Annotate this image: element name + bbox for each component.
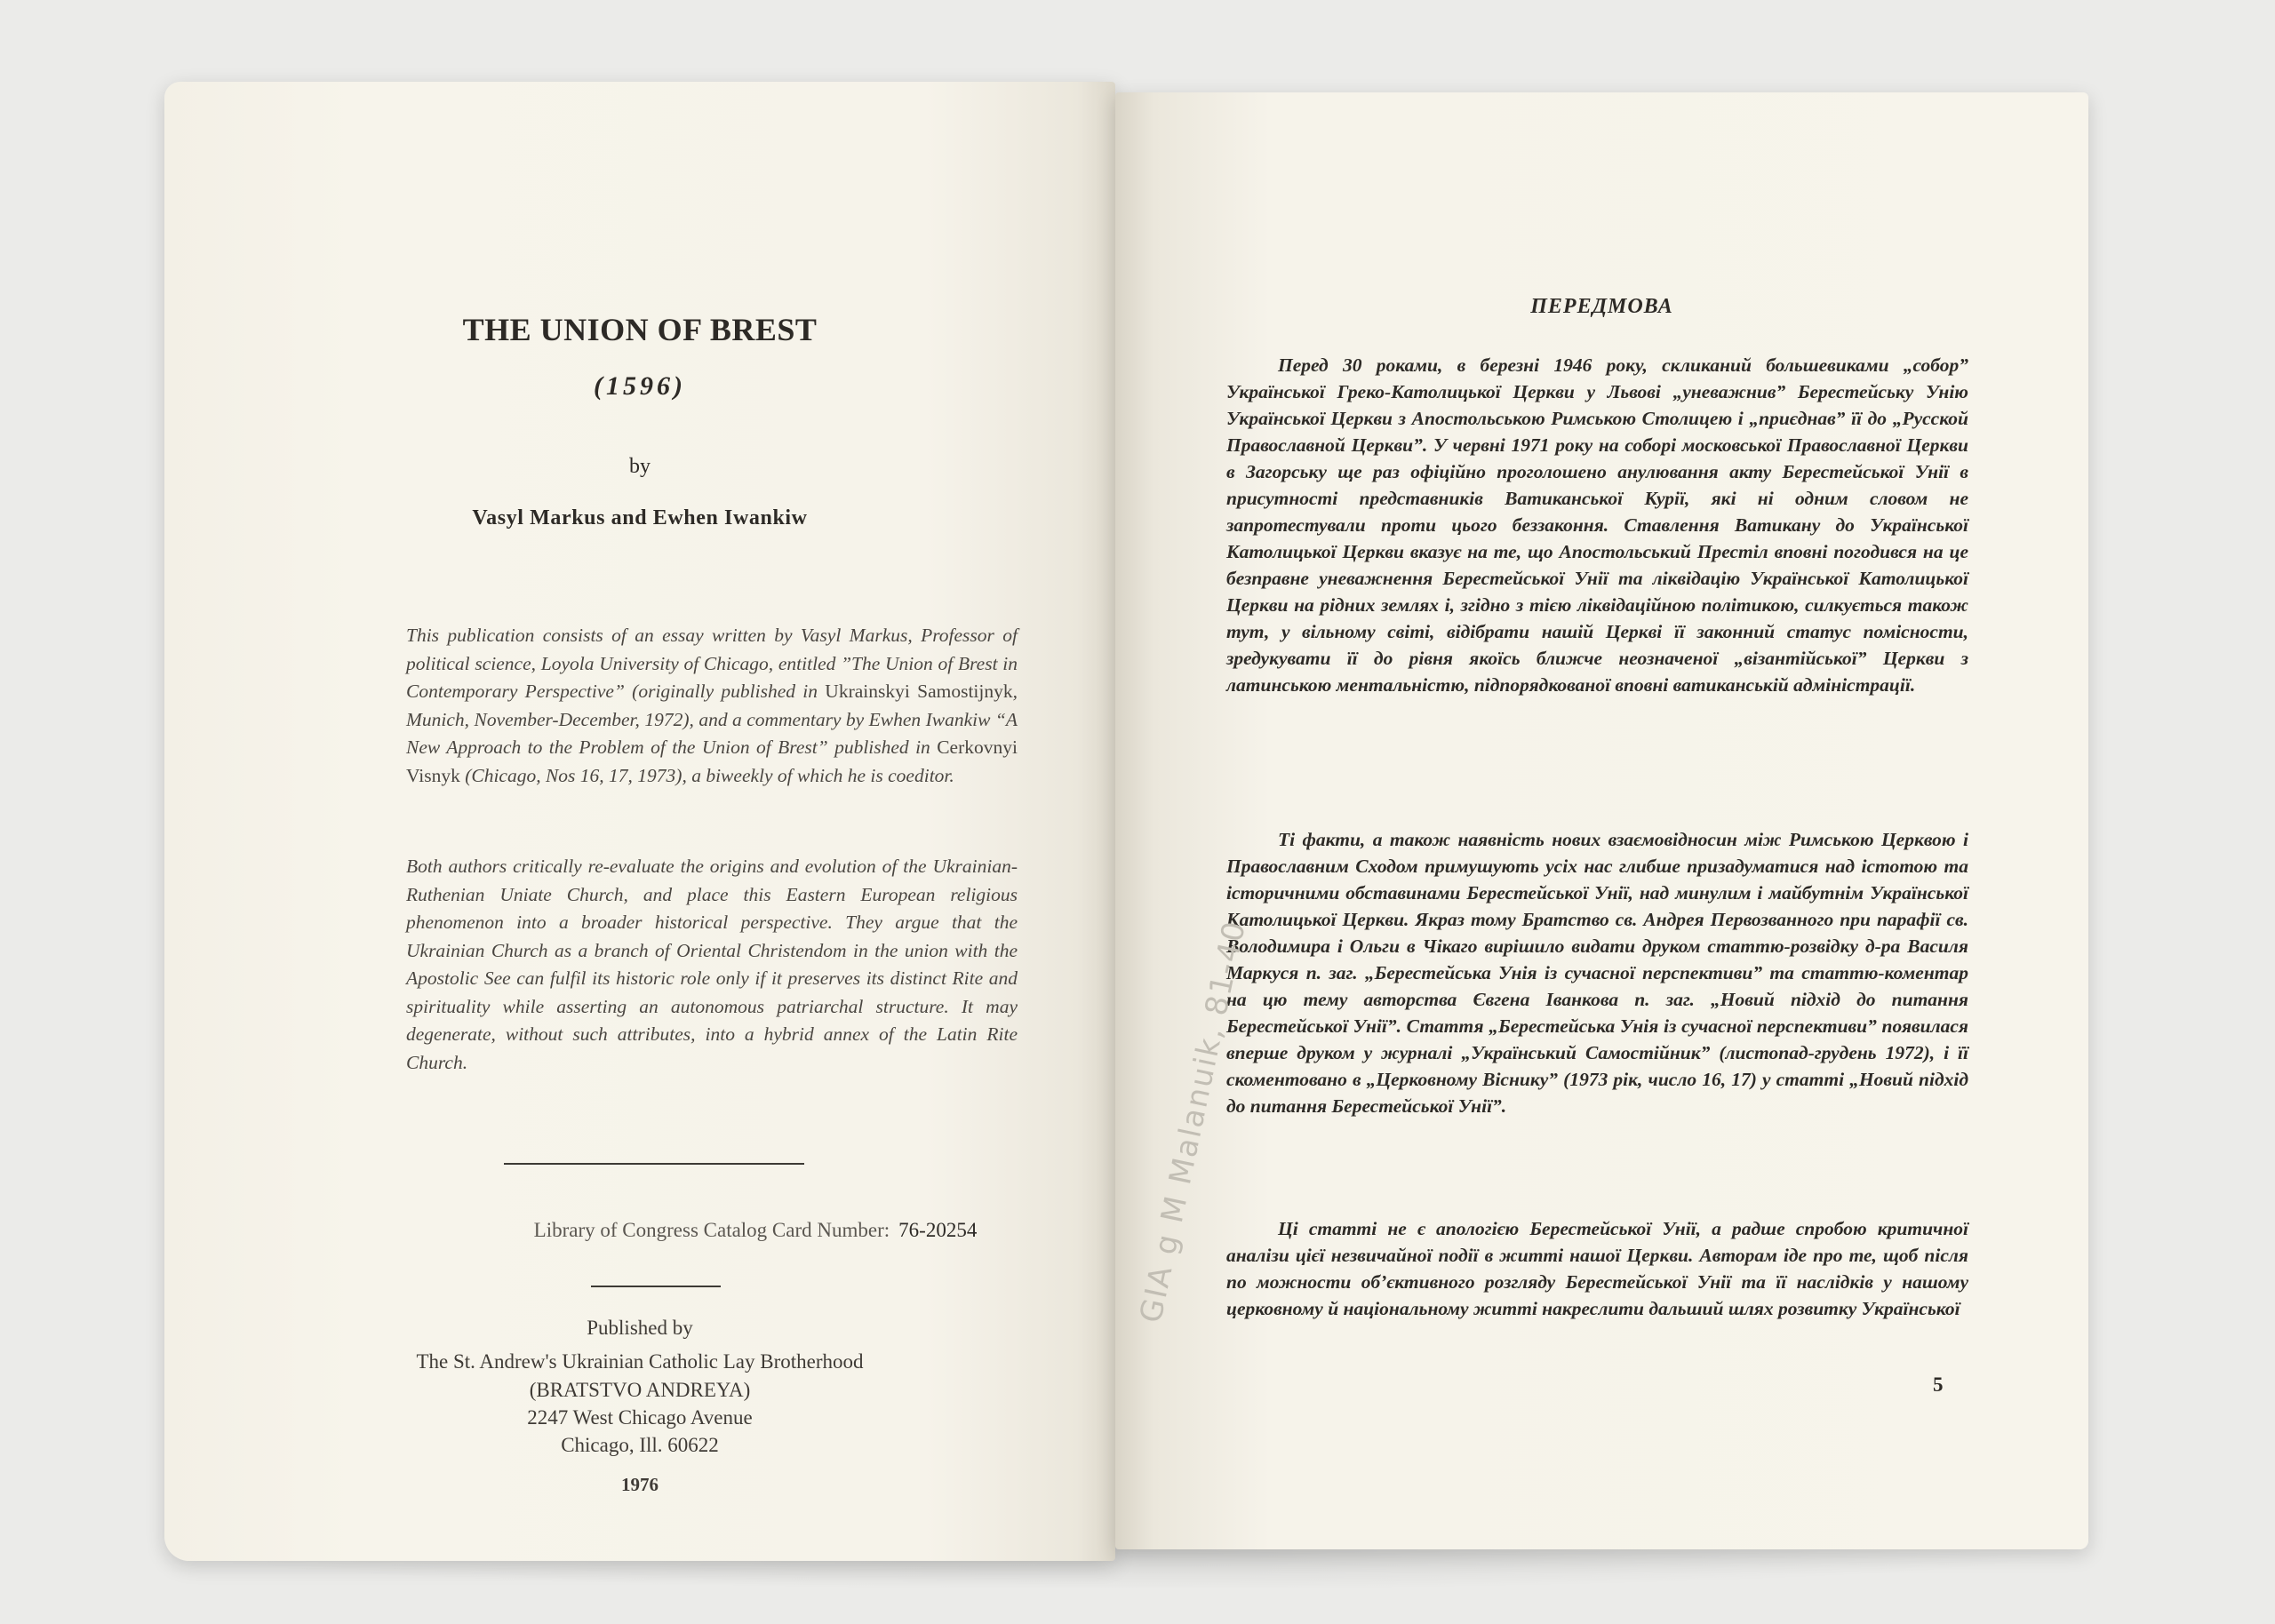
preface-paragraph-1 (1226, 352, 1968, 698)
preface-heading: ПЕРЕДМОВА (1530, 295, 1673, 318)
journal-name: Cerkovnyi Visnyk (406, 736, 1018, 786)
book-title: THE UNION OF BREST (462, 312, 818, 347)
preface-paragraph-3 (1226, 1215, 1968, 1322)
paragraph-text: Ті факти, а також наявність нових взаємовідносин між Римською Церквою і Православним Сходом примушують усіх нас глибше призадуматися над істотою та історичними обставинами Берестейської Унії, над минулим і майбутнім Української Католицької Церкви. Якраз тому Братство св. Андрея Первозванного при парафії св. Володимира і Ольги в Чікаго вирішило видати друком статтю-розвідку д-ра Василя Маркуся п. заг. „Берестейська Унія із сучасної перспективи” та статтю-коментар на цю тему авторства Євгена Іванкова п. заг. „Новий підхід до питання Берестейської Унії”. Стаття „Берестейська Унія із сучасної перспективи” появилася вперше друком у журналі „Український Самостійник” (листопад-грудень 1972), і її скоментовано в „Церковному Віснику” (1973 рік, число 16, 17) у статті „Новий підхід до питання Берестейської Унії”. (1226, 829, 1968, 1117)
right-page (1115, 92, 2088, 1549)
paragraph-text: Перед 30 роками, в березні 1946 року, скликаний большевиками „собор” Української Греко-Католицької Церкви у Львові „уневажнив” Берестейську Унію Української Церкви з Апостольською Римською Столицею і „приєднав” її до „Русской Православной Церкви”. У червні 1971 року на соборі московської Православної Церкви в Загорську ще раз офіційно проголошено анулювання акту Берестейської Унії в присутності представників Ватиканської Курії, які ні одним словом не запротестували проти цього беззаконня. Ставлення Ватикану до Української Католицької Церкви вказує на те, що Апостольський Престіл вповні погодився на це безправне уневажнення Берестейської Унії та ліквідацію Української Католицької Церкви на рідних землях і, згідно з тією ліквідаційною політикою, силкується також тут, у вільному світі, відібрати нашій Церкві її законний статус помісности, зредукувати її до рівня якоїсь ближче неозначеної „візантійської” Церкви з латинською ментальністю, підпорядкованої вповні ватиканській адміністрації. (1226, 354, 1968, 696)
page-number: 5 (1933, 1373, 1944, 1396)
abstract-paragraph-2 (406, 853, 1018, 1077)
publisher-alt-name: (BRATSTVO ANDREYA) (529, 1379, 751, 1401)
by-line: by (629, 455, 651, 478)
publisher-city: Chicago, Ill. 60622 (561, 1434, 719, 1456)
abstract-paragraph-1 (406, 622, 1018, 790)
abstract-text: This publication consists of an essay written by Vasyl Markus, Professor of political science, Loyola University of Chicago, entitled ”The Union of Brest in Contemporary Perspective” (originally published in (406, 625, 1018, 702)
divider-rule (591, 1286, 721, 1287)
paragraph-text: Ці статті не є апологією Берестейської Унії, а радше спробою критичної аналізи цієї незвичайної події в житті нашої Церкви. Авторам іде про те, щоб після по можности об’єктивного розгляду Берестейської Унії та її наслідків у нашому церковному й національному житті накреслити дальший шлях розвитку Української (1226, 1218, 1968, 1319)
abstract-text: , Munich, November-December, 1972), and a commentary by Ewhen Iwankiw “A New Approach to the Problem of the Union of Brest” published in (406, 681, 1018, 758)
preface-paragraph-2 (1226, 826, 1968, 1119)
abstract-text: Both authors critically re-evaluate the origins and evolution of the Ukrainian-Ruthenian Uniate Church, and place this Eastern European religious phenomenon into a broader historical perspective. They argue that the Ukrainian Church as a branch of Oriental Christendom in the union with the Apostolic See can fulfil its historic role only if it preserves its distinct Rite and spirituality while asserting an autonomous patriarchal structure. It may degenerate, without such attributes, into a hybrid annex of the Latin Rite Church. (406, 856, 1018, 1073)
journal-name: Ukrainskyi Samostijnyk (825, 681, 1013, 702)
left-page (164, 82, 1115, 1561)
divider-rule (504, 1163, 804, 1165)
catalog-number: 76-20254 (898, 1219, 978, 1241)
catalog-label: Library of Congress Catalog Card Number: (533, 1219, 890, 1241)
publisher-name: The St. Andrew's Ukrainian Catholic Lay Brotherhood (416, 1350, 864, 1373)
publisher-address: 2247 West Chicago Avenue (527, 1406, 753, 1429)
publication-year: 1976 (621, 1474, 659, 1495)
catalog-card (395, 1219, 1115, 1242)
pencil-annotation: GIA g M Malanuik, 81-40 (1133, 917, 1254, 1326)
published-by: Published by (587, 1317, 693, 1339)
abstract-text: (Chicago, Nos 16, 17, 1973), a biweekly of which he is coeditor. (459, 764, 954, 786)
book-year: (1596) (594, 371, 686, 401)
authors: Vasyl Markus and Ewhen Iwankiw (472, 506, 808, 529)
